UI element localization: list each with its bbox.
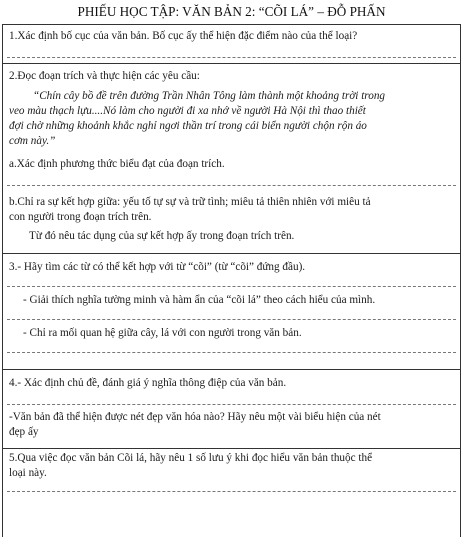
answer-line [7,57,456,58]
question-1-text: 1.Xác định bố cục của văn bản. Bố cục ấy thể hiện đặc điểm nào của thể loại? [9,30,358,42]
question-3-intro: 3.- Hãy tìm các từ có thể kết hợp với từ “cõi” (từ “cõi” đứng đầu). [9,261,306,273]
question-4-text: 4.- Xác định chủ đề, đánh giá ý nghĩa thông điệp của văn bản. [9,377,287,389]
question-2a-text: a.Xác định phương thức biểu đạt của đoạn trích. [9,158,225,170]
question-5-text: 5.Qua việc đọc văn bản Cõi lá, hãy nêu 1 số lưu ý khi đọc hiểu văn bản thuộc thể [9,452,373,464]
question-3-sub-1: - Giải thích nghĩa tường minh và hàm ẩn của “cõi lá” theo cách hiểu của mình. [23,294,376,306]
question-3-sub-2: - Chỉ ra mối quan hệ giữa cây, lá với con người trong văn bản. [23,327,302,339]
question-1-section [3,25,460,64]
answer-line [7,319,456,320]
quote-line: đợi chờ những khoảnh khắc nghỉ ngơi thần trí trong cái biển người chộn rộn áo [9,120,367,132]
answer-line [7,286,456,287]
worksheet-title: PHIẾU HỌC TẬP: VĂN BẢN 2: “CÕI LÁ” – ĐỖ PHẤN [77,4,386,19]
quote-line: veo màu thạch lựu....Nó làm cho người đi xa nhớ về người Hà Nội thì thao thiết [9,105,366,117]
question-2-intro: 2.Đọc đoạn trích và thực hiện các yêu cầu: [9,70,200,82]
question-3-section [3,254,460,370]
question-2b-text: b.Chỉ ra sự kết hợp giữa: yếu tố tự sự và trữ tình; miêu tả thiên nhiên với miêu tả [9,196,371,208]
answer-line [7,185,456,186]
answer-line [7,352,456,353]
quote-line: “Chín cây bồ đề trên đường Trần Nhân Tông làm thành một khoảng trời trong [33,90,386,102]
question-4b-text: đẹp ấy [9,426,39,438]
answer-line [7,491,456,492]
question-2-section [3,64,460,254]
question-4b-text: -Văn bản đã thể hiện được nét đẹp văn hóa nào? Hãy nêu một vài biểu hiện của nét [9,411,381,423]
question-4-section [3,370,460,449]
question-5-text: loại này. [9,467,47,479]
answer-line [7,404,456,405]
question-2b-followup: Từ đó nêu tác dụng của sự kết hợp ấy trong đoạn trích trên. [29,230,295,242]
question-5-section [3,449,460,537]
quote-line: cơm này.” [9,135,56,147]
question-2b-text: con người trong đoạn trích trên. [9,211,152,223]
worksheet-table [2,24,461,537]
